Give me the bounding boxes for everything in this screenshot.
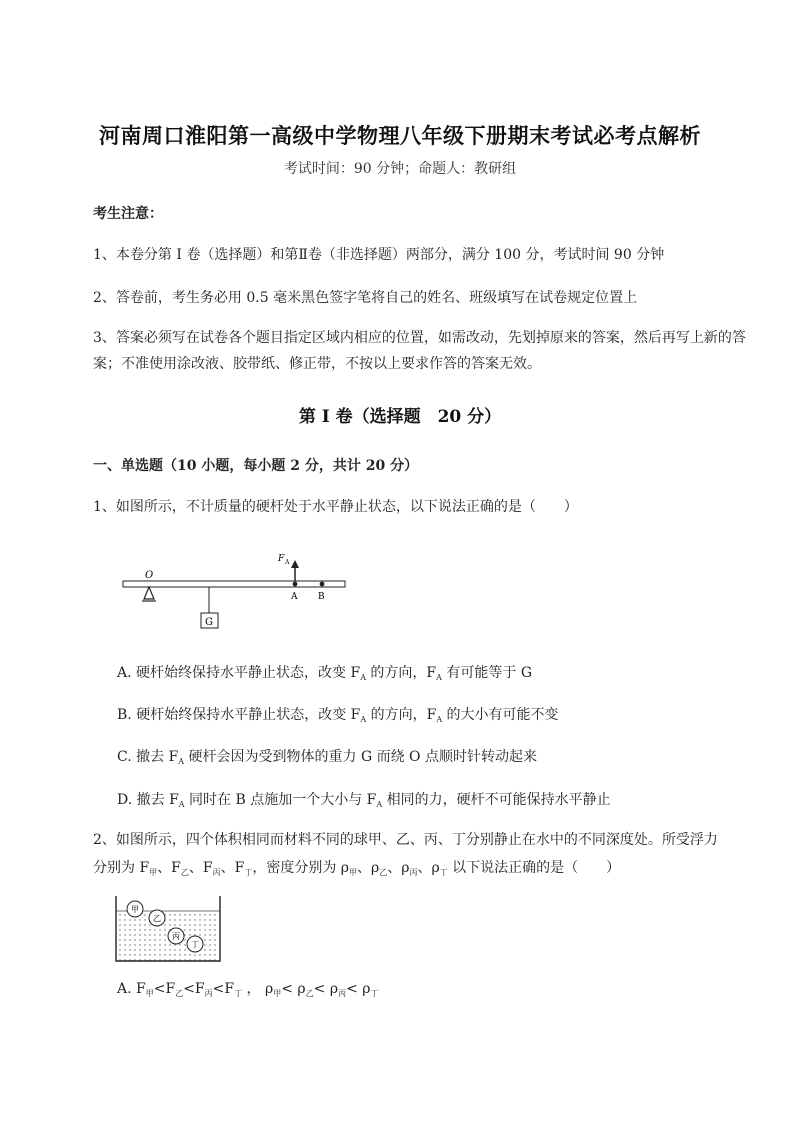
lever-bar	[123, 581, 345, 587]
q1-a-text-1: A. 硬杆始终保持水平静止状态，改变 F	[117, 665, 361, 681]
q2-a-s5: 甲	[273, 989, 282, 998]
q2-a-s6: 乙	[305, 989, 314, 998]
q2-a-s7: 丙	[338, 989, 347, 998]
q1-a-sub-1: A	[360, 673, 366, 682]
ball-bing-label: 丙	[172, 932, 180, 941]
q1-d-text-1: D. 撤去 F	[117, 792, 179, 808]
question-1-stem: 1、如图所示，不计质量的硬杆处于水平静止状态，以下说法正确的是（ ）	[93, 499, 578, 515]
q2-option-a	[117, 978, 379, 999]
q2-a-t7: < ρ	[313, 981, 339, 997]
question-2-stem-line1: 2、如图所示，四个体积相同而材料不同的球甲、乙、丙、丁分别静止在水中的不同深度处。所受浮力	[93, 832, 718, 848]
q2-a-s2: 乙	[175, 989, 184, 998]
q1-a-text-3: 有可能等于 G	[441, 665, 533, 681]
q2-a-s1: 甲	[145, 989, 154, 998]
q2-l2-s4: 丁	[244, 868, 253, 877]
q1-c-sub-1: A	[178, 757, 185, 766]
q2-a-s3: 丙	[204, 989, 213, 998]
q1-a-sub-2: A	[436, 673, 442, 682]
notice-item-1: 1、本卷分第 I 卷（选择题）和第Ⅱ卷（非选择题）两部分，满分 100 分，考试时间 90 分钟	[93, 247, 665, 263]
q1-b-sub-1: A	[360, 715, 367, 724]
pivot-triangle	[144, 587, 154, 599]
page-title: 河南周口淮阳第一高级中学物理八年级下册期末考试必考点解析	[99, 123, 701, 148]
ball-yi-label: 乙	[153, 914, 161, 923]
q1-d-sub-2: A	[376, 800, 383, 809]
q2-l2-t7: 、ρ	[387, 860, 410, 876]
ball-ding-label: 丁	[191, 940, 199, 949]
q2-a-t6: < ρ	[281, 981, 306, 997]
q2-a-t1: A. F	[117, 981, 146, 997]
label-b: B	[318, 592, 325, 602]
force-arrow-head	[291, 560, 299, 568]
q2-a-t4: <F	[212, 981, 235, 997]
q1-option-c	[117, 746, 537, 766]
q2-l2-t8: 、ρ	[417, 860, 440, 876]
q2-l2-s6: 乙	[379, 868, 388, 877]
lever-diagram	[115, 543, 355, 635]
point-a	[293, 582, 298, 587]
q2-l2-t9: 以下说法正确的是（ ）	[447, 860, 621, 876]
q1-c-text-1: C. 撤去 F	[117, 749, 179, 765]
q2-a-s8: 丁	[370, 989, 379, 998]
label-f: F	[278, 554, 285, 564]
q1-option-b	[117, 704, 559, 724]
label-f-sub: A	[285, 559, 290, 566]
q2-a-t3: <F	[183, 981, 205, 997]
q2-l2-t3: 、F	[188, 860, 213, 876]
q1-option-a	[117, 662, 532, 682]
water-tank-diagram	[113, 893, 223, 965]
q1-d-text-3: 相同的力，硬杆不可能保持水平静止	[382, 792, 611, 808]
q2-l2-s1: 甲	[149, 868, 158, 877]
q1-a-text-2: 的方向，F	[365, 665, 437, 681]
q1-option-d	[117, 789, 611, 809]
section-title: 第 I 卷（选择题 20 分）	[298, 407, 502, 427]
notice-item-2: 2、答卷前，考生务必用 0.5 毫米黑色签字笔将自己的姓名、班级填写在试卷规定位置上	[93, 290, 638, 306]
q2-l2-t5: ，密度分别为 ρ	[252, 860, 350, 876]
q1-b-text-2: 的方向，F	[366, 707, 437, 723]
q2-l2-s8: 丁	[439, 868, 448, 877]
label-g: G	[205, 617, 213, 628]
label-o: O	[145, 570, 154, 581]
q2-l2-t6: 、ρ	[357, 860, 380, 876]
q1-d-sub-1: A	[178, 800, 185, 809]
q2-l2-s5: 甲	[349, 868, 358, 877]
q2-l2-s7: 丙	[409, 868, 418, 877]
q1-c-text-2: 硬杆会因为受到物体的重力 G 而绕 O 点顺时针转动起来	[184, 749, 537, 765]
q2-l2-s3: 丙	[212, 868, 221, 877]
q1-b-sub-2: A	[436, 715, 443, 724]
q2-l2-s2: 乙	[180, 868, 189, 877]
q1-b-text-3: 的大小有可能不变	[442, 707, 559, 723]
part-heading: 一、单选题（10 小题，每小题 2 分，共计 20 分）	[93, 458, 419, 474]
notice-item-3: 3、答案必须写在试卷各个题目指定区域内相应的位置，如需改动，先划掉原来的答案，然后再写上新的答案；不准使用涂改液、胶带纸、修正带，不按以上要求作答的答案无效。	[93, 330, 746, 372]
q2-a-t5: ， ρ	[242, 981, 274, 997]
q2-l2-t1: 分别为 F	[93, 860, 150, 876]
q2-a-s4: 丁	[234, 989, 243, 998]
ball-jia-label: 甲	[131, 905, 139, 914]
q1-b-text-1: B. 硬杆始终保持水平静止状态，改变 F	[117, 707, 361, 723]
q2-a-t2: <F	[153, 981, 176, 997]
label-a: A	[291, 592, 298, 602]
point-b	[320, 582, 325, 587]
q1-d-text-2: 同时在 B 点施加一个大小与 F	[184, 792, 377, 808]
q2-l2-t4: 、F	[220, 860, 245, 876]
question-2-stem-line2	[93, 857, 620, 878]
q2-l2-t2: 、F	[157, 860, 181, 876]
exam-info: 考试时间：90 分钟；命题人：教研组	[283, 161, 517, 177]
notice-heading: 考生注意：	[93, 206, 163, 222]
q2-a-t8: < ρ	[346, 981, 371, 997]
